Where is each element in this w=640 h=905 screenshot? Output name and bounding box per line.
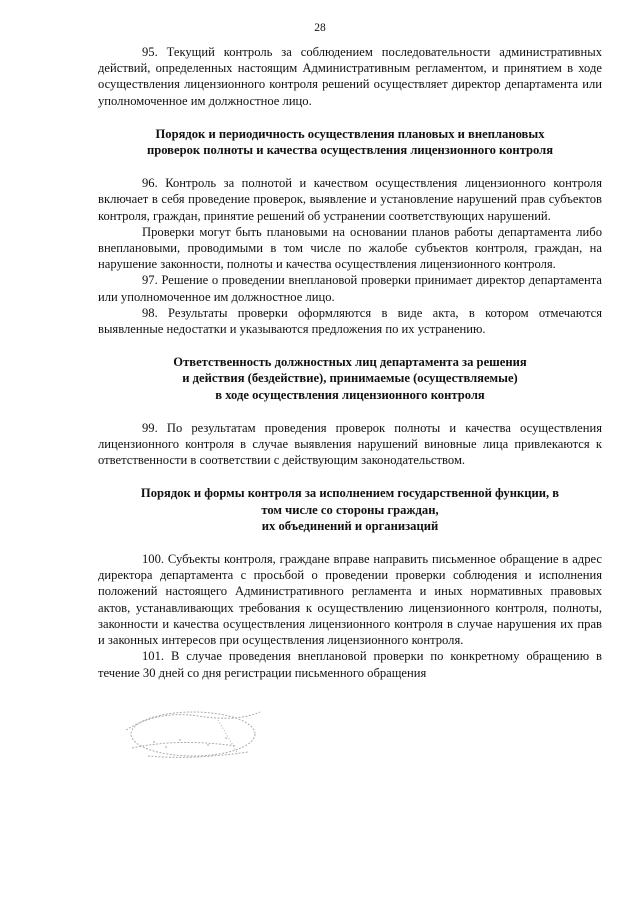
paragraph-101: 101. В случае проведения внеплановой проверки по конкретному обращению в течение 30 дней со дня регистрации письменного обращения [98, 649, 602, 680]
paragraph-99: 99. По результатам проведения проверок полноты и качества осуществления лицензионного контроля в случае выявления нарушений виновные лица привлекаются к ответственности в соответствии с действующим законодательством. [98, 420, 602, 468]
seal-stamp-icon [118, 690, 268, 762]
paragraph-96: 96. Контроль за полнотой и качеством осуществления лицензионного контроля включает в себя проведение проверок, выявление и установление нарушений прав субъектов контроля, граждан, принятие решений об устранении соответствующих нарушений. [98, 176, 602, 223]
paragraph-100: 100. Субъекты контроля, граждане вправе направить письменное обращение в адрес директора департамента с просьбой о проведении проверки соблюдения и исполнения положений настоящего Административного регламента и иных нормативных правовых актов, устанавливающих требования к осуществлению лицензионного контроля, полноты, законности и качества осуществления лицензионного контроля в случае нарушения их прав и законных интересов при осуществления лицензионного контроля. [98, 552, 602, 648]
section-heading-responsibility [98, 354, 602, 403]
heading-line: их объединений и организаций [261, 518, 439, 533]
page-number: 28 [314, 22, 326, 34]
heading-line: том числе со стороны граждан, [261, 502, 439, 517]
paragraph-96-continued: Проверки могут быть плановыми на основании планов работы департамента либо внеплановыми, проводимыми в том числе по жалобе субъектов контроля, граждан, на нарушение законности, полноты и качества осуществления лицензионного контроля. [98, 224, 602, 272]
paragraph-97: 97. Решение о проведении внеплановой проверки принимает директор департамента или уполномоченное им должностное лицо. [98, 273, 602, 304]
paragraph-95: 95. Текущий контроль за соблюдением последовательности административных действий, определенных настоящим Административным регламентом, и принятием в ходе осуществления лицензионного контроля решений осуществляет директор департамента или уполномоченное им должностное лицо. [98, 45, 602, 108]
paragraph-98: 98. Результаты проверки оформляются в виде акта, в котором отмечаются выявленные недостатки и указываются предложения по их устранению. [98, 305, 602, 337]
heading-line: Порядок и периодичность осуществления плановых и внеплановых [155, 126, 545, 141]
heading-line: в ходе осуществления лицензионного контроля [215, 387, 485, 402]
document-body [98, 44, 602, 681]
heading-line: проверок полноты и качества осуществления лицензионного контроля [146, 143, 554, 158]
section-heading-control-forms [98, 485, 602, 534]
section-heading-inspections [98, 126, 602, 158]
heading-line: и действия (бездействие), принимаемые (осуществляемые) [182, 371, 518, 386]
heading-line: Ответственность должностных лиц департамента за решения [173, 355, 527, 370]
heading-line: Порядок и формы контроля за исполнением государственной функции, в [140, 486, 560, 501]
